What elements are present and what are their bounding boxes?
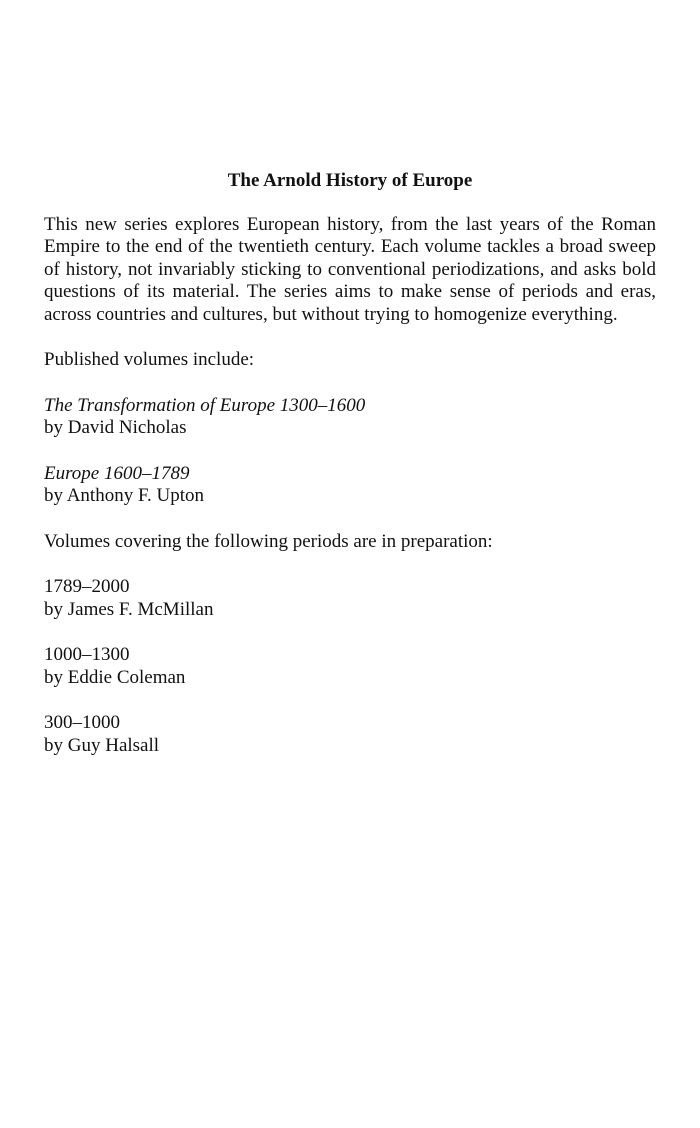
volume-author: by Anthony F. Upton [44, 485, 204, 506]
volume-title: Europe 1600–1789 [44, 462, 190, 484]
published-volume [44, 395, 656, 440]
volume-author: by Guy Halsall [44, 734, 160, 756]
volume-author: by James F. McMillan [44, 598, 214, 620]
preparation-volume [44, 644, 656, 689]
volume-author: by David Nicholas [44, 417, 187, 438]
series-description: This new series explores European history, from the last years of the Roman Empire to the end of the twentieth century. Each volume tackles a broad sweep of history, not invariably sticking to conventional periodizations, and asks bold questions of its material. The series aims to make sense of periods and eras, across countries and cultures, but without trying to homogenize everything. [44, 213, 656, 325]
published-heading: Published volumes include: [44, 349, 255, 370]
series-title: The Arnold History of Europe [227, 170, 473, 191]
volume-author: by Eddie Coleman [44, 666, 186, 688]
series-page [44, 170, 656, 780]
published-volume [44, 463, 656, 508]
volume-period: 1789–2000 [44, 576, 130, 597]
volume-period: 300–1000 [44, 712, 120, 733]
preparation-volume [44, 712, 656, 757]
preparation-heading: Volumes covering the following periods are in preparation: [44, 530, 493, 552]
volume-period: 1000–1300 [44, 644, 130, 665]
preparation-volume [44, 576, 656, 621]
volume-title: The Transformation of Europe 1300–1600 [44, 394, 366, 416]
